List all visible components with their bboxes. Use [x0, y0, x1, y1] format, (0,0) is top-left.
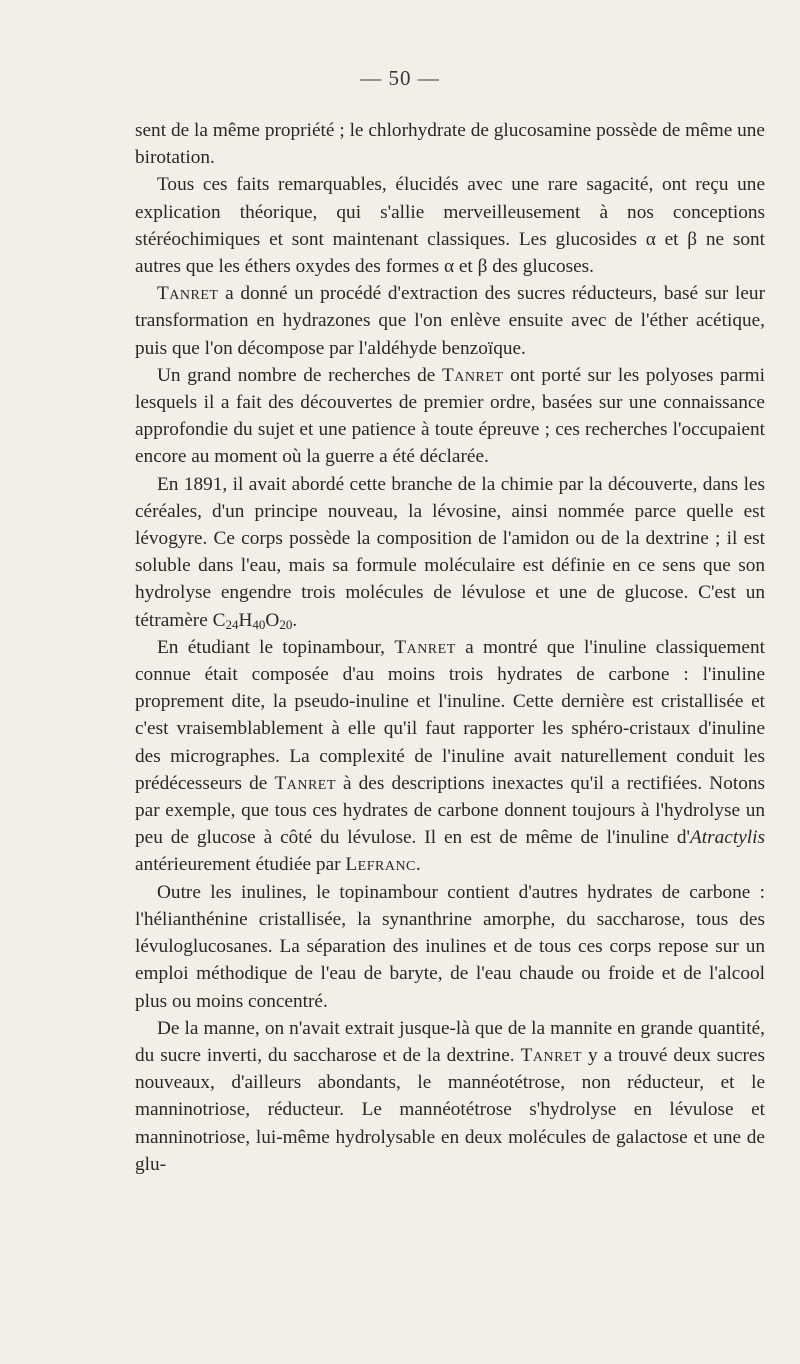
paragraph: [135, 362, 765, 471]
author-name: Tanret: [274, 772, 336, 794]
text-run: De la manne, on n'avait extrait jusque-là que de la mannite en grande quantité, du sucre inverti, du saccharose et de la dextrine.: [135, 1017, 765, 1066]
paragraph: [135, 879, 765, 1015]
italic-term: Atractylis: [690, 827, 765, 849]
text-run: y a trouvé deux sucres nouveaux, d'ailleurs abondants, le mannéotétrose, non réducteur, et le manninotriose, réducteur. Le mannéotétrose s'hydrolyse en lévulose et manninotriose, lui-même hydrolysable en deux molécules de galactose et une de glu-: [135, 1044, 765, 1175]
paragraph: [135, 634, 765, 879]
text-run: En 1891, il avait abordé cette branche de la chimie par la découverte, dans les céréales, d'un principe nouveau, la lévosine, ainsi nommée parce quelle est lévogyre. Ce corps possède la composition de l'amidon ou de la dextrine ; il est soluble dans l'eau, mais sa formule moléculaire est définie en ce sens que son hydrolyse engendre trois molécules de lévulose et une de glucose. C'est un tétramère C: [135, 473, 765, 631]
author-name: Tanret: [442, 364, 504, 386]
text-run: a donné un procédé d'extraction des sucres réducteurs, basé sur leur transformation en hydrazones que l'on enlève ensuite avec de l'éther acétique, puis que l'on décompose par l'aldéhyde benzoïque.: [135, 283, 765, 359]
text-run: .: [292, 609, 298, 631]
text-run: à des descriptions inexactes qu'il a rectifiées. Notons par exemple, que tous ces hydrates de carbone donnent toujours à l'hydrolyse un peu de glucose à côté du lévulose. Il en est de même de l'inuline d': [135, 772, 766, 849]
paragraph: [135, 117, 765, 171]
body-text: [135, 117, 765, 1178]
formula-subscript: 20: [279, 616, 293, 632]
text-run: En étudiant le topinambour,: [157, 636, 395, 658]
paragraph: [135, 280, 765, 362]
text-run: ont porté sur les polyoses parmi lesquels il a fait des découvertes de premier ordre, basées sur une connaissance approfondie du sujet et une patience à toute épreuve ; ces recherches l'occupaient encore au moment où la guerre a été déclarée.: [135, 364, 765, 468]
text-run: H: [238, 609, 253, 631]
text-run: Un grand nombre de recherches de: [157, 364, 443, 386]
author-name: Lefranc: [345, 854, 416, 876]
text-run: antérieurement étudiée par: [135, 854, 346, 876]
text-run: a montré que l'inuline classiquement connue était composée d'au moins trois hydrates de carbone : l'inuline proprement dite, la pseudo-inuline et l'inuline. Cette dernière est cristallisée et c'est vraisemblablement à elle qu'il faut rapporter les sphéro-cristaux d'inuline des micrographes. La complexité de l'inuline avait naturellement conduit les prédécesseurs de: [135, 636, 765, 794]
text-run: sent de la même propriété ; le chlorhydrate de glucosamine possède de même une birotation.: [135, 120, 765, 169]
paragraph: [135, 171, 765, 280]
author-name: Tanret: [157, 283, 219, 305]
text-run: .: [415, 854, 421, 876]
paragraph: [135, 471, 765, 634]
text-run: Outre les inulines, le topinambour contient d'autres hydrates de carbone : l'hélianthénine cristallisée, la synanthrine amorphe, du saccharose, tous des lévuloglucosanes. La séparation des inulines et de tous ces corps repose sur un emploi méthodique de l'eau de baryte, de l'eau chaude ou froide et de l'alcool plus ou moins concentré.: [135, 881, 765, 1012]
author-name: Tanret: [394, 636, 456, 658]
author-name: Tanret: [520, 1044, 583, 1066]
page-number: — 50 —: [360, 66, 440, 90]
formula-subscript: 24: [225, 616, 239, 632]
text-run: Tous ces faits remarquables, élucidés avec une rare sagacité, ont reçu une explication théorique, qui s'allie merveilleusement à nos conceptions stéréochimiques et sont maintenant classiques. Les glucosides α et β ne sont autres que les éthers oxydes des formes α et β des glucoses.: [135, 174, 765, 278]
formula-subscript: 40: [252, 616, 266, 632]
text-run: O: [265, 609, 280, 631]
paragraph: [135, 1015, 765, 1178]
